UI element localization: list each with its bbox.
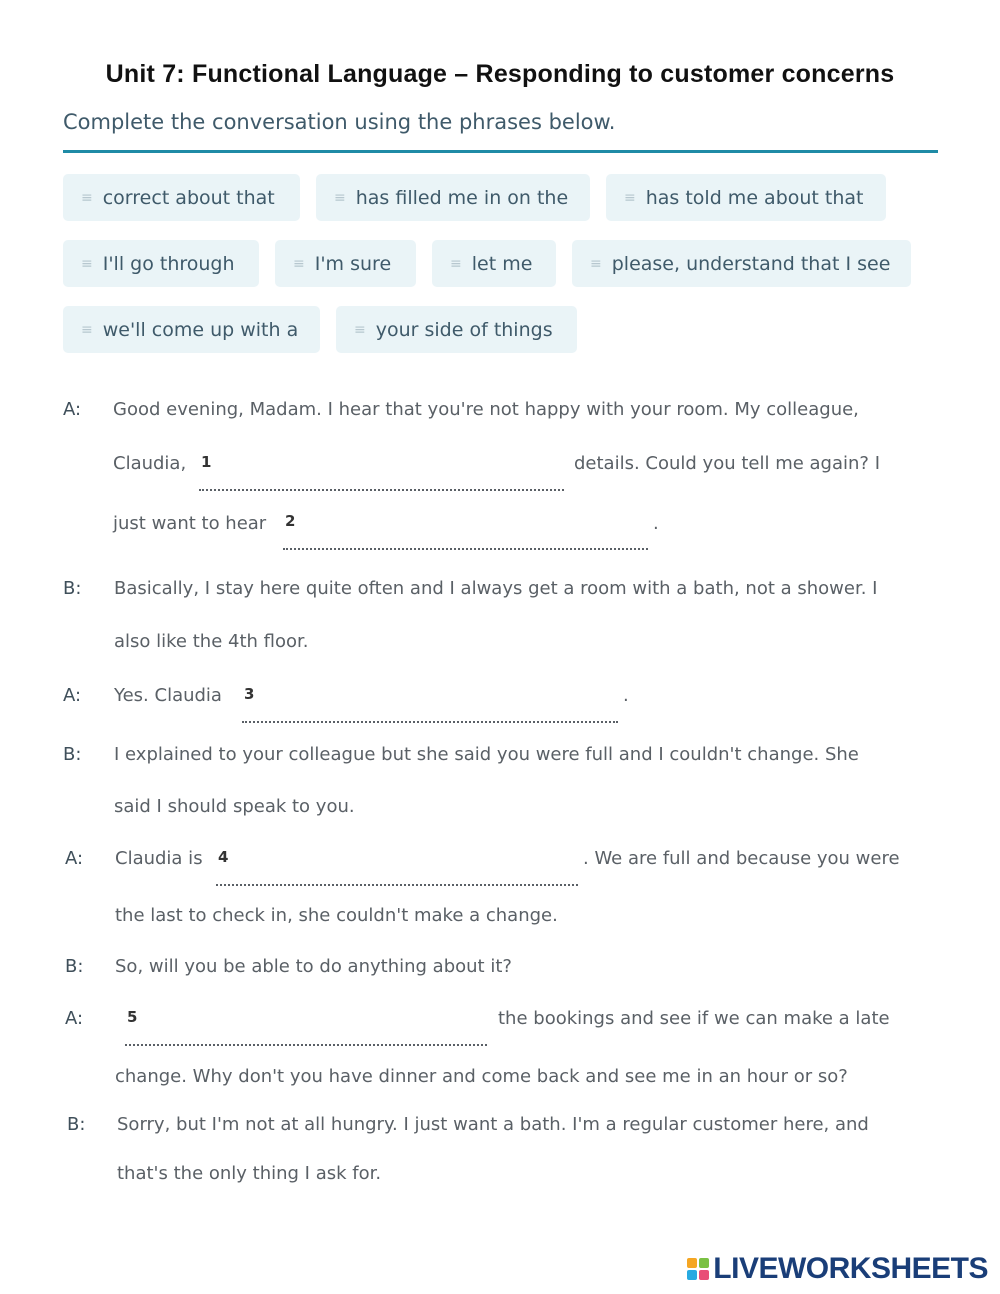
speaker-label: A:	[63, 685, 82, 706]
dialogue-text: details. Could you tell me again? I	[574, 453, 881, 474]
speaker-label: B:	[65, 956, 84, 977]
answer-blank-5[interactable]	[125, 1008, 487, 1046]
phrase-chip[interactable]	[275, 240, 416, 287]
speaker-label: A:	[65, 848, 84, 869]
phrase-label: your side of things	[375, 318, 553, 341]
blank-number: 1	[201, 453, 212, 471]
logo-text: LIVEWORKSHEETS	[713, 1252, 988, 1285]
dialogue-text: said I should speak to you.	[114, 796, 355, 817]
drag-handle-icon: ≡	[81, 255, 93, 272]
phrase-label: let me	[471, 252, 533, 275]
logo-icon	[687, 1258, 709, 1280]
divider-rule	[63, 150, 938, 153]
phrase-label: we'll come up with a	[102, 318, 299, 341]
phrase-label: has filled me in on the	[355, 186, 569, 209]
answer-blank-2[interactable]	[283, 512, 648, 550]
phrase-chip[interactable]	[336, 306, 577, 353]
dialogue-text: the last to check in, she couldn't make a change.	[115, 905, 558, 926]
dialogue-text: Sorry, but I'm not at all hungry. I just want a bath. I'm a regular customer here, and	[117, 1114, 869, 1135]
phrase-label: has told me about that	[645, 186, 864, 209]
dialogue-text: Good evening, Madam. I hear that you're not happy with your room. My colleague,	[113, 399, 859, 420]
dialogue-text: .	[623, 685, 629, 706]
speaker-label: B:	[63, 744, 82, 765]
phrase-chip[interactable]	[63, 306, 320, 353]
dialogue-text: that's the only thing I ask for.	[117, 1163, 382, 1184]
answer-blank-3[interactable]	[242, 685, 618, 723]
dialogue-text: So, will you be able to do anything about it?	[115, 956, 512, 977]
phrase-chip[interactable]	[572, 240, 911, 287]
drag-handle-icon: ≡	[293, 255, 305, 272]
dialogue-text: also like the 4th floor.	[114, 631, 309, 652]
phrase-label: I'll go through	[102, 252, 235, 275]
answer-blank-4[interactable]	[216, 848, 578, 886]
phrase-label: I'm sure	[314, 252, 392, 275]
worksheet-title: Unit 7: Functional Language – Responding to customer concerns	[105, 60, 895, 88]
dialogue-text: Basically, I stay here quite often and I always get a room with a bath, not a shower. I	[114, 578, 878, 599]
dialogue-text: the bookings and see if we can make a late	[498, 1008, 890, 1029]
drag-handle-icon: ≡	[590, 255, 602, 272]
blank-number: 4	[218, 848, 229, 866]
blank-number: 5	[127, 1008, 138, 1026]
drag-handle-icon: ≡	[334, 189, 346, 206]
drag-handle-icon: ≡	[354, 321, 366, 338]
answer-blank-1[interactable]	[199, 453, 564, 491]
speaker-label: B:	[67, 1114, 86, 1135]
phrase-label: correct about that	[102, 186, 275, 209]
phrase-chip[interactable]	[432, 240, 556, 287]
dialogue-text: just want to hear	[113, 513, 267, 534]
blank-number: 2	[285, 512, 296, 530]
liveworksheets-logo	[687, 1252, 988, 1286]
drag-handle-icon: ≡	[450, 255, 462, 272]
phrase-chip[interactable]	[316, 174, 590, 221]
instruction-text: Complete the conversation using the phrases below.	[63, 110, 616, 134]
drag-handle-icon: ≡	[81, 189, 93, 206]
phrase-chip[interactable]	[606, 174, 886, 221]
dialogue-text: Yes. Claudia	[114, 685, 222, 706]
drag-handle-icon: ≡	[624, 189, 636, 206]
speaker-label: A:	[65, 1008, 84, 1029]
phrase-chip[interactable]	[63, 174, 300, 221]
speaker-label: A:	[63, 399, 82, 420]
dialogue-text: .	[653, 513, 659, 534]
phrase-label: please, understand that I see	[611, 252, 891, 275]
drag-handle-icon: ≡	[81, 321, 93, 338]
dialogue-text: change. Why don't you have dinner and come back and see me in an hour or so?	[115, 1066, 848, 1087]
blank-number: 3	[244, 685, 255, 703]
phrase-chip[interactable]	[63, 240, 259, 287]
speaker-label: B:	[63, 578, 82, 599]
dialogue-text: Claudia is	[115, 848, 203, 869]
dialogue-text: Claudia,	[113, 453, 187, 474]
dialogue-text: I explained to your colleague but she said you were full and I couldn't change. She	[114, 744, 859, 765]
dialogue-text: . We are full and because you were	[583, 848, 900, 869]
